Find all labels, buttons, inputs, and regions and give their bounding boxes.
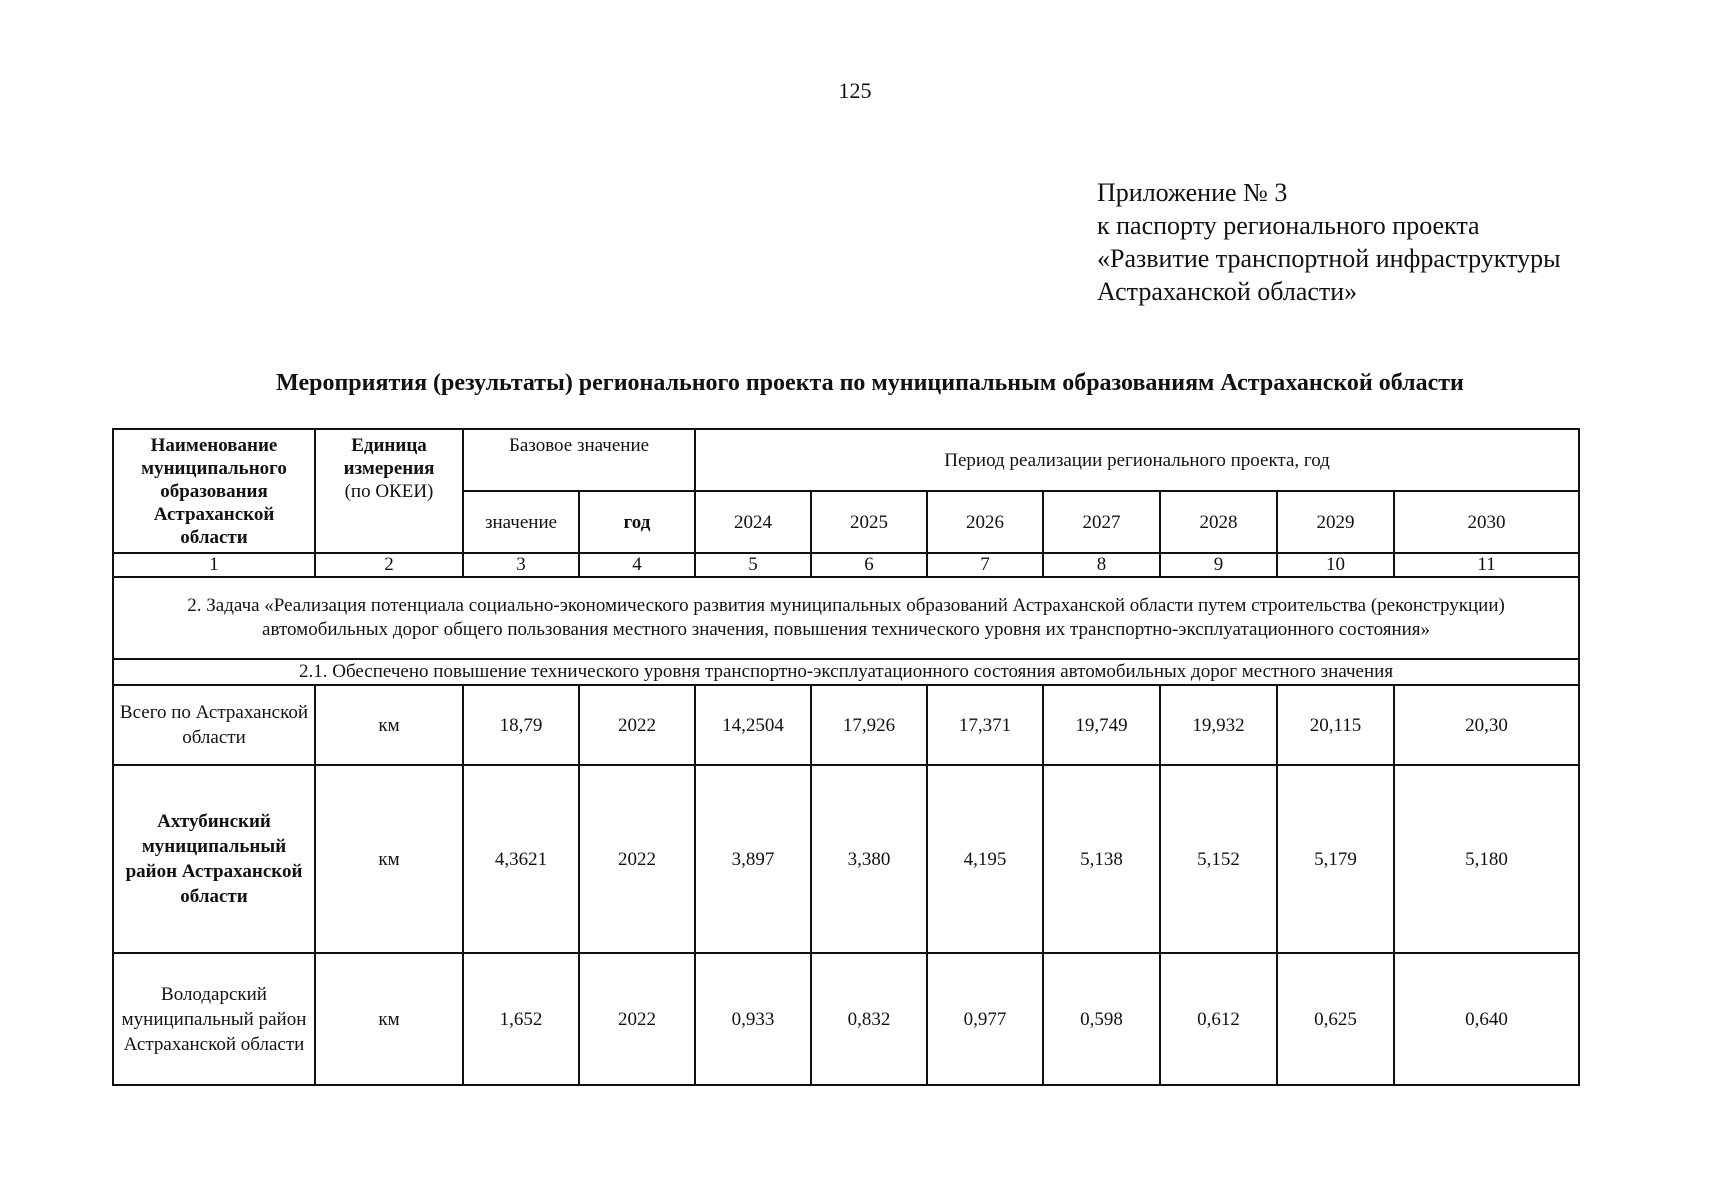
municipality-name: Ахтубинский муниципальный район Астраханской области xyxy=(113,765,315,953)
column-number: 1 xyxy=(113,553,315,577)
header-period: Период реализации регионального проекта, год xyxy=(695,429,1579,491)
header-row-top xyxy=(113,429,1579,491)
header-year: год xyxy=(579,491,695,553)
value-2030: 0,640 xyxy=(1394,953,1579,1085)
appendix-line-2: к паспорту регионального проекта xyxy=(1097,211,1480,240)
municipality-name: Володарский муниципальный район Астраханской области xyxy=(113,953,315,1085)
base-value-cell: 1,652 xyxy=(463,953,579,1085)
unit-cell: км xyxy=(315,765,463,953)
table-row xyxy=(113,685,1579,765)
value-2024: 3,897 xyxy=(695,765,811,953)
header-year-2028: 2028 xyxy=(1160,491,1277,553)
result-text: 2.1. Обеспечено повышение технического уровня транспортно-эксплуатационного состояния автомобильных дорог местного значения xyxy=(113,659,1579,685)
column-number: 7 xyxy=(927,553,1043,577)
appendix-line-3: «Развитие транспортной инфраструктуры xyxy=(1097,244,1561,273)
value-2027: 19,749 xyxy=(1043,685,1160,765)
value-2029: 20,115 xyxy=(1277,685,1394,765)
header-municipality: Наименование муниципального образования Астраханской области xyxy=(113,429,315,553)
value-2028: 0,612 xyxy=(1160,953,1277,1085)
appendix-line-1: Приложение № 3 xyxy=(1097,178,1288,207)
header-year-2030: 2030 xyxy=(1394,491,1579,553)
column-number: 3 xyxy=(463,553,579,577)
value-2025: 17,926 xyxy=(811,685,927,765)
column-number: 9 xyxy=(1160,553,1277,577)
header-year-2026: 2026 xyxy=(927,491,1043,553)
header-year-2027: 2027 xyxy=(1043,491,1160,553)
table-row xyxy=(113,765,1579,953)
value-2026: 4,195 xyxy=(927,765,1043,953)
value-2030: 20,30 xyxy=(1394,685,1579,765)
value-2024: 0,933 xyxy=(695,953,811,1085)
base-year-cell: 2022 xyxy=(579,685,695,765)
results-table xyxy=(112,428,1580,1086)
header-value: значение xyxy=(463,491,579,553)
header-year-2024: 2024 xyxy=(695,491,811,553)
value-2028: 19,932 xyxy=(1160,685,1277,765)
column-number: 8 xyxy=(1043,553,1160,577)
task-row xyxy=(113,577,1579,659)
document-title: Мероприятия (результаты) регионального проекта по муниципальным образованиям Астраханской области xyxy=(276,370,1464,396)
value-2030: 5,180 xyxy=(1394,765,1579,953)
base-year-cell: 2022 xyxy=(579,953,695,1085)
value-2029: 5,179 xyxy=(1277,765,1394,953)
value-2024: 14,2504 xyxy=(695,685,811,765)
table-row xyxy=(113,953,1579,1085)
unit-cell: км xyxy=(315,953,463,1085)
column-number: 5 xyxy=(695,553,811,577)
header-year-2025: 2025 xyxy=(811,491,927,553)
header-year-2029: 2029 xyxy=(1277,491,1394,553)
base-value-cell: 18,79 xyxy=(463,685,579,765)
base-value-cell: 4,3621 xyxy=(463,765,579,953)
value-2028: 5,152 xyxy=(1160,765,1277,953)
column-number: 4 xyxy=(579,553,695,577)
value-2027: 0,598 xyxy=(1043,953,1160,1085)
municipality-name: Всего по Астраханской области xyxy=(113,685,315,765)
header-unit-okei: (по ОКЕИ) xyxy=(344,481,434,502)
header-unit xyxy=(315,429,463,553)
page-number: 125 xyxy=(838,78,872,103)
value-2026: 0,977 xyxy=(927,953,1043,1085)
column-number: 2 xyxy=(315,553,463,577)
column-number: 10 xyxy=(1277,553,1394,577)
column-number: 6 xyxy=(811,553,927,577)
appendix-block xyxy=(1097,176,1561,308)
result-row xyxy=(113,659,1579,685)
appendix-line-4: Астраханской области» xyxy=(1097,277,1358,306)
unit-cell: км xyxy=(315,685,463,765)
value-2027: 5,138 xyxy=(1043,765,1160,953)
value-2025: 0,832 xyxy=(811,953,927,1085)
column-number: 11 xyxy=(1394,553,1579,577)
value-2025: 3,380 xyxy=(811,765,927,953)
header-unit-label: Единица измерения xyxy=(343,435,435,479)
header-base-value: Базовое значение xyxy=(463,429,695,491)
task-text: 2. Задача «Реализация потенциала социально-экономического развития муниципальных образований Астраханской области путем строительства (реконструкции) автомобильных дорог общего пользования местного значения, повышения технического уровня их транспортно-эксплуатационного состояния» xyxy=(113,577,1579,659)
column-number-row xyxy=(113,553,1579,577)
value-2026: 17,371 xyxy=(927,685,1043,765)
base-year-cell: 2022 xyxy=(579,765,695,953)
value-2029: 0,625 xyxy=(1277,953,1394,1085)
